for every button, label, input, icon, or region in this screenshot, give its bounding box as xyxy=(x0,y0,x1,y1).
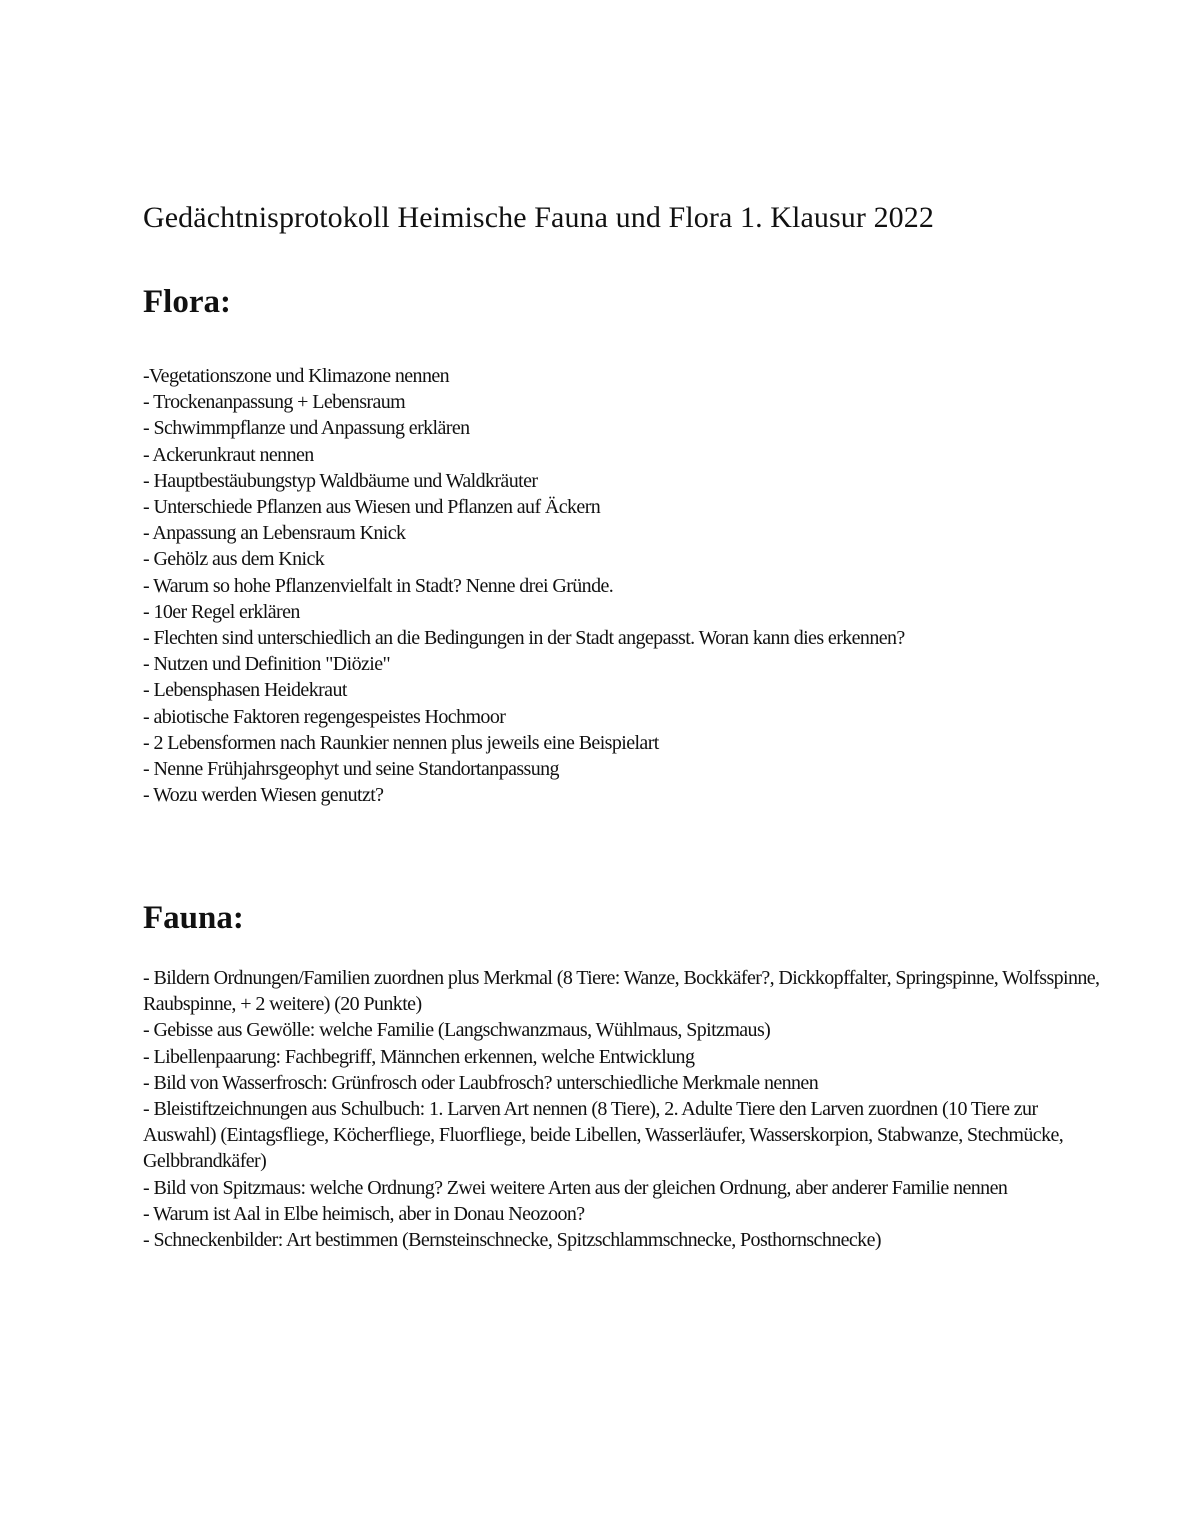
flora-item: - Flechten sind unterschiedlich an die Bedingungen in der Stadt angepasst. Woran kann dies erkennen? xyxy=(143,627,905,650)
flora-item: - 2 Lebensformen nach Raunkier nennen plus jeweils eine Beispielart xyxy=(143,731,659,754)
flora-item: - Warum so hohe Pflanzenvielfalt in Stadt? Nenne drei Gründe. xyxy=(143,574,614,597)
fauna-item: - Bildern Ordnungen/Familien zuordnen plus Merkmal (8 Tiere: Wanze, Bockkäfer?, Dickkopffalter, Springspinne, Wolfsspinne, Raubspinne, + 2 weitere) (20 Punkte) xyxy=(143,967,1100,1016)
flora-item: - Nutzen und Definition "Diözie" xyxy=(143,653,391,676)
fauna-item: - Bleistiftzeichnungen aus Schulbuch: 1. Larven Art nennen (8 Tiere), 2. Adulte Tiere den Larven zuordnen (10 Tiere zur Auswahl) (Eintagsfliege, Köcherfliege, Fluorfliege, beide Libellen, Wasserläufer, Wasserskorpion, Stabwanze, Stechmücke, Gelbbrandkäfer) xyxy=(143,1098,1064,1173)
fauna-item: - Libellenpaarung: Fachbegriff, Männchen erkennen, welche Entwicklung xyxy=(143,1045,695,1068)
flora-item: - Anpassung an Lebensraum Knick xyxy=(143,522,406,545)
fauna-item: - Gebisse aus Gewölle: welche Familie (Langschwanzmaus, Wühlmaus, Spitzmaus) xyxy=(143,1019,771,1042)
fauna-item: - Bild von Spitzmaus: welche Ordnung? Zwei weitere Arten aus der gleichen Ordnung, aber anderer Familie nennen xyxy=(143,1176,1008,1199)
fauna-item: - Warum ist Aal in Elbe heimisch, aber in Donau Neozoon? xyxy=(143,1202,585,1225)
flora-item: - Gehölz aus dem Knick xyxy=(143,548,325,571)
flora-item: - Trockenanpassung + Lebensraum xyxy=(143,391,406,414)
flora-item: - 10er Regel erklären xyxy=(143,600,300,623)
flora-item: - Ackerunkraut nennen xyxy=(143,443,314,466)
flora-item: - Wozu werden Wiesen genutzt? xyxy=(143,784,384,807)
flora-item: -Vegetationszone und Klimazone nennen xyxy=(143,365,450,387)
document-title: Gedächtnisprotokoll Heimische Fauna und Flora 1. Klausur 2022 xyxy=(143,201,934,234)
flora-item: - Lebensphasen Heidekraut xyxy=(143,679,347,702)
flora-item: - Unterschiede Pflanzen aus Wiesen und Pflanzen auf Äckern xyxy=(143,496,601,519)
fauna-item: - Schneckenbilder: Art bestimmen (Bernsteinschnecke, Spitzschlammschnecke, Posthornschnecke) xyxy=(143,1229,881,1252)
fauna-question-list xyxy=(143,965,1103,1253)
flora-item: - Nenne Frühjahrsgeophyt und seine Standortanpassung xyxy=(143,758,559,781)
flora-item: - Schwimmpflanze und Anpassung erklären xyxy=(143,417,470,440)
flora-item: - Hauptbestäubungstyp Waldbäume und Waldkräuter xyxy=(143,469,538,492)
fauna-item: - Bild von Wasserfrosch: Grünfrosch oder Laubfrosch? unterschiedliche Merkmale nennen xyxy=(143,1071,819,1094)
flora-item: - abiotische Faktoren regengespeistes Hochmoor xyxy=(143,705,506,728)
fauna-heading: Fauna: xyxy=(143,900,244,936)
flora-question-list xyxy=(143,363,1103,808)
flora-heading: Flora: xyxy=(143,284,231,320)
